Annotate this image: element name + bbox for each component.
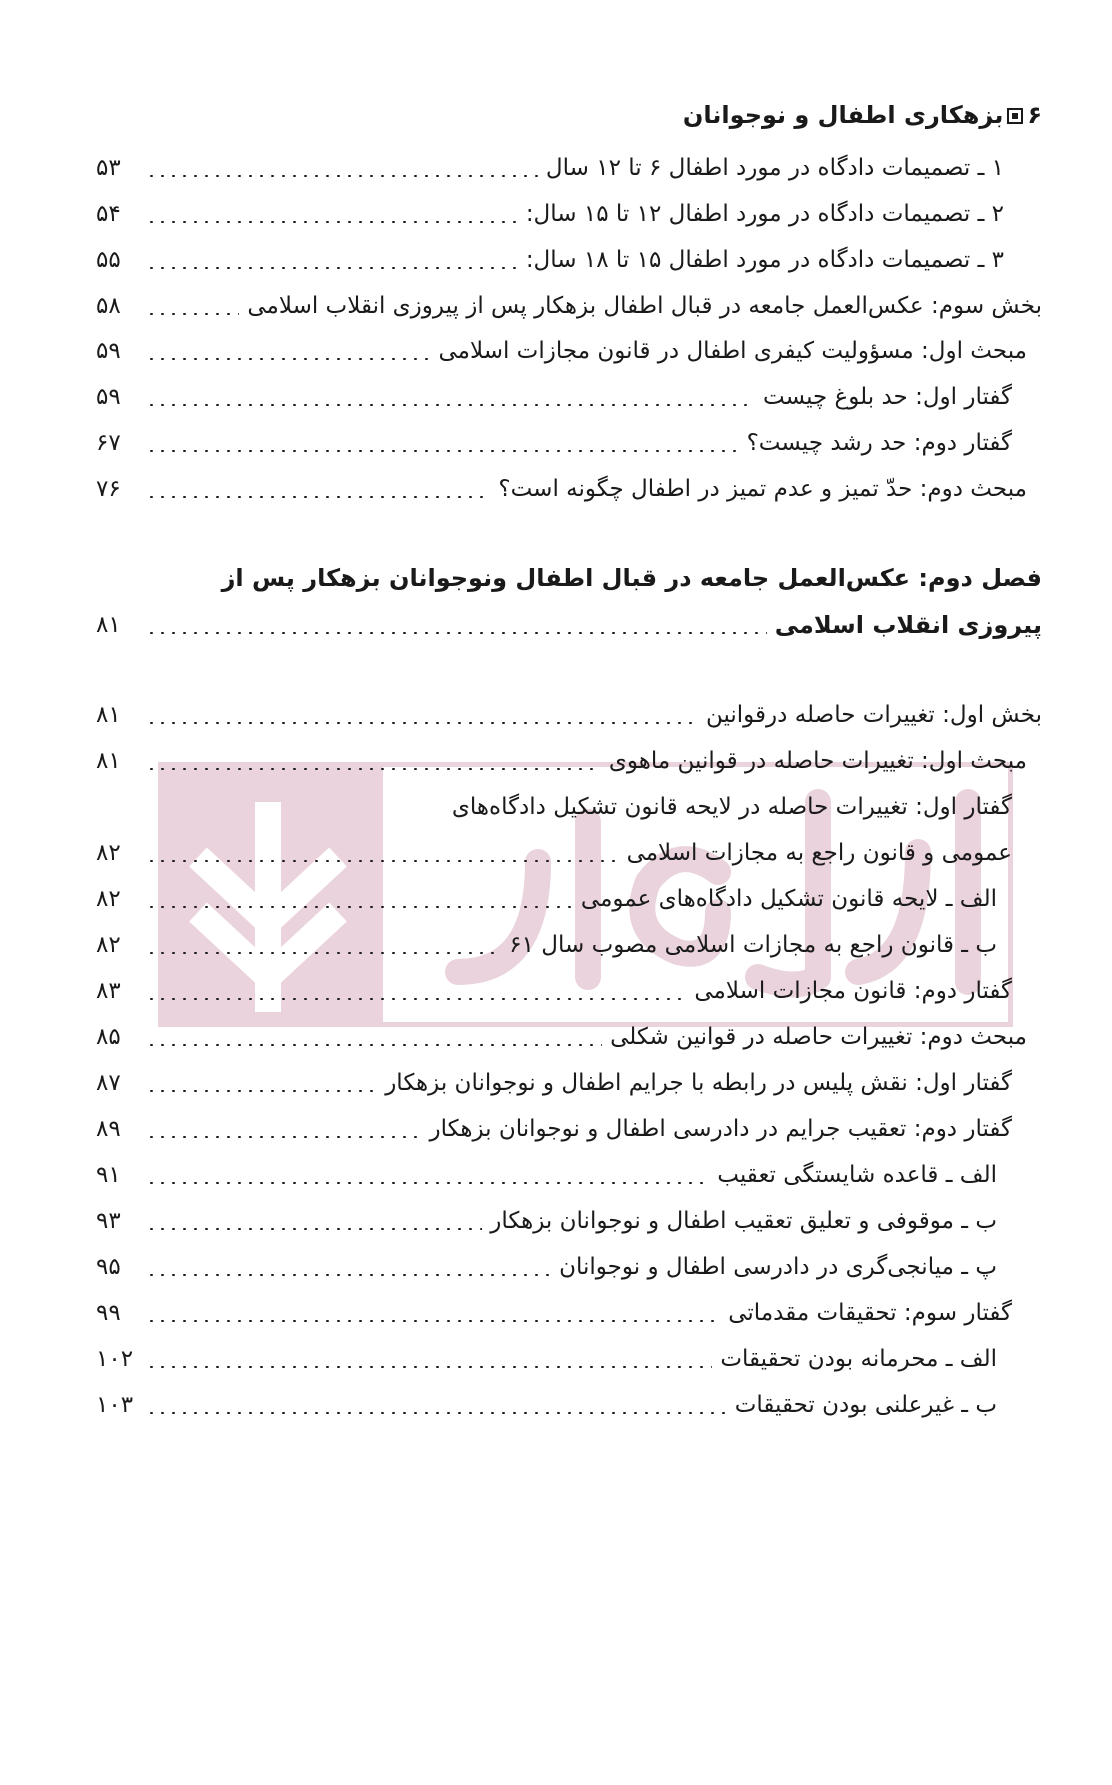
toc-entry-page-number: ۸۹ xyxy=(96,1116,121,1142)
toc-entry[interactable] xyxy=(96,377,1012,417)
dot-leader xyxy=(146,1136,422,1138)
section-number: ۶ xyxy=(1027,101,1042,129)
toc-entry[interactable] xyxy=(96,148,1004,188)
toc-entry[interactable] xyxy=(96,1201,997,1241)
toc-entry-chapter[interactable] xyxy=(96,605,1042,645)
square-bullet-icon xyxy=(1007,108,1023,124)
toc-entry-title: ب ـ موقوفی و تعلیق تعقیب اطفال و نوجوانان بزهکار xyxy=(490,1208,997,1234)
toc-entry[interactable] xyxy=(96,194,1004,234)
dot-leader xyxy=(146,1182,709,1184)
toc-entry-title: مبحث دوم: حدّ تمیز و عدم تمیز در اطفال چگونه است؟ xyxy=(498,476,1027,502)
toc-entry-title: بخش سوم: عکس‌العمل جامعه در قبال اطفال بزهکار پس از پیروزی انقلاب اسلامی xyxy=(247,293,1042,319)
dot-leader xyxy=(146,267,518,269)
dot-leader xyxy=(146,768,601,770)
toc-entry[interactable] xyxy=(96,787,1012,827)
toc-entry-title: گفتار اول: نقش پلیس در رابطه با جرایم اطفال و نوجوانان بزهکار xyxy=(385,1070,1012,1096)
dot-leader xyxy=(146,860,619,862)
dot-leader xyxy=(146,906,573,908)
toc-entry-page-number: ۹۹ xyxy=(96,1300,121,1326)
toc-entry-title: الف ـ قاعده شایستگی تعقیب xyxy=(717,1162,997,1188)
toc-entry-title: گفتار اول: حد بلوغ چیست xyxy=(762,384,1012,410)
toc-entry[interactable] xyxy=(96,925,997,965)
chapter-title-line1: فصل دوم: عکس‌العمل جامعه در قبال اطفال ونوجوانان بزهکار پس از xyxy=(221,564,1042,592)
toc-entry-title: گفتار دوم: تعقیب جرایم در دادرسی اطفال و نوجوانان بزهکار xyxy=(429,1116,1012,1142)
toc-entry[interactable] xyxy=(96,331,1027,371)
toc-entry-page-number: ۵۹ xyxy=(96,384,121,410)
dot-leader xyxy=(146,221,518,223)
dot-leader xyxy=(146,1090,377,1092)
toc-entry-page-number: ۸۷ xyxy=(96,1070,121,1096)
chapter-heading-line1 xyxy=(222,558,1042,598)
dot-leader xyxy=(146,1320,720,1322)
toc-entry[interactable] xyxy=(96,1247,997,1287)
toc-entry[interactable] xyxy=(96,1293,1012,1333)
toc-entry-title: عمومی و قانون راجع به مجازات اسلامی xyxy=(626,840,1012,866)
dot-leader xyxy=(146,404,755,406)
dot-leader xyxy=(146,952,501,954)
dot-leader xyxy=(146,175,538,177)
toc-entry-page-number: ۵۴ xyxy=(96,201,121,227)
dot-leader xyxy=(146,1274,551,1276)
toc-entry-page-number: ۵۸ xyxy=(96,293,121,319)
toc-entry-page-number: ۸۱ xyxy=(96,748,121,774)
dot-leader xyxy=(146,1228,482,1230)
toc-entry-page-number: ۸۵ xyxy=(96,1024,121,1050)
toc-entry-page-number: ۸۱ xyxy=(96,702,121,728)
toc-entry[interactable] xyxy=(96,1063,1012,1103)
toc-entry-title: مبحث اول: تغییرات حاصله در قوانین ماهوی xyxy=(608,748,1027,774)
toc-entry-title: پ ـ میانجی‌گری در دادرسی اطفال و نوجوانان xyxy=(559,1254,997,1280)
toc-entry[interactable] xyxy=(96,1017,1027,1057)
toc-entry[interactable] xyxy=(96,741,1027,781)
dot-leader xyxy=(146,313,239,315)
toc-entry-title: مبحث دوم: تغییرات حاصله در قوانین شکلی xyxy=(610,1024,1027,1050)
toc-entry[interactable] xyxy=(96,1109,1012,1149)
dot-leader xyxy=(146,722,698,724)
dot-leader xyxy=(146,632,767,634)
toc-entry-title: ۳ ـ تصمیمات دادگاه در مورد اطفال ۱۵ تا ۱۸ سال: xyxy=(525,247,1004,273)
section-title: بزهکاری اطفال و نوجوانان xyxy=(682,101,1004,129)
toc-entry-title: گفتار سوم: تحقیقات مقدماتی xyxy=(728,1300,1012,1326)
dot-leader xyxy=(146,1044,602,1046)
toc-entry-page-number: ۷۶ xyxy=(96,476,121,502)
toc-entry-page-number: ۱۰۲ xyxy=(96,1346,134,1372)
toc-entry-page-number: ۹۵ xyxy=(96,1254,121,1280)
dot-leader xyxy=(146,358,431,360)
toc-entry-title: گفتار دوم: قانون مجازات اسلامی xyxy=(694,978,1012,1004)
toc-entry[interactable] xyxy=(96,240,1004,280)
toc-entry-title: گفتار دوم: حد رشد چیست؟ xyxy=(746,430,1012,456)
dot-leader xyxy=(146,998,686,1000)
dot-leader xyxy=(146,1366,712,1368)
toc-entry-page-number: ۱۰۳ xyxy=(96,1392,134,1418)
toc-entry-page-number: ۸۲ xyxy=(96,932,121,958)
toc-entry-title: گفتار اول: تغییرات حاصله در لایحه قانون تشکیل دادگاه‌های xyxy=(451,794,1012,820)
section-heading xyxy=(683,95,1042,135)
toc-entry[interactable] xyxy=(96,286,1042,326)
toc-entry[interactable] xyxy=(96,1155,997,1195)
toc-entry-title: الف ـ لایحه قانون تشکیل دادگاه‌های عمومی xyxy=(580,886,997,912)
toc-entry-title: مبحث اول: مسؤولیت کیفری اطفال در قانون مجازات اسلامی xyxy=(438,338,1027,364)
toc-entry-title: ب ـ قانون راجع به مجازات اسلامی مصوب سال ۶۱ xyxy=(509,932,997,958)
toc-entry[interactable] xyxy=(96,971,1012,1011)
dot-leader xyxy=(146,450,739,452)
toc-entry-page-number: ۵۳ xyxy=(96,155,121,181)
toc-entry[interactable] xyxy=(96,1385,997,1425)
toc-entry-page-number: ۹۱ xyxy=(96,1162,121,1188)
chapter-page-number: ۸۱ xyxy=(96,612,121,638)
toc-entry-title: بخش اول: تغییرات حاصله درقوانین xyxy=(705,702,1042,728)
toc-entry-page-number: ۸۲ xyxy=(96,886,121,912)
toc-entry[interactable] xyxy=(96,1339,997,1379)
dot-leader xyxy=(146,1412,727,1414)
toc-entry[interactable] xyxy=(96,423,1012,463)
toc-entry-page-number: ۵۹ xyxy=(96,338,121,364)
toc-entry[interactable] xyxy=(96,695,1042,735)
toc-entry[interactable] xyxy=(96,879,997,919)
toc-entry-page-number: ۹۳ xyxy=(96,1208,121,1234)
dot-leader xyxy=(146,496,490,498)
toc-entry[interactable] xyxy=(96,469,1027,509)
toc-entry-page-number: ۵۵ xyxy=(96,247,121,273)
toc-entry-title: ۲ ـ تصمیمات دادگاه در مورد اطفال ۱۲ تا ۱۵ سال: xyxy=(525,201,1004,227)
toc-entry-title: ۱ ـ تصمیمات دادگاه در مورد اطفال ۶ تا ۱۲ سال xyxy=(545,155,1004,181)
chapter-title-line2: پیروزی انقلاب اسلامی xyxy=(774,611,1042,639)
toc-entry-page-number: ۶۷ xyxy=(96,430,121,456)
toc-entry-title: ب ـ غیرعلنی بودن تحقیقات xyxy=(734,1392,997,1418)
toc-entry-page-number: ۸۲ xyxy=(96,840,121,866)
toc-entry[interactable] xyxy=(96,833,1012,873)
toc-entry-title: الف ـ محرمانه بودن تحقیقات xyxy=(720,1346,997,1372)
toc-entry-page-number: ۸۳ xyxy=(96,978,121,1004)
